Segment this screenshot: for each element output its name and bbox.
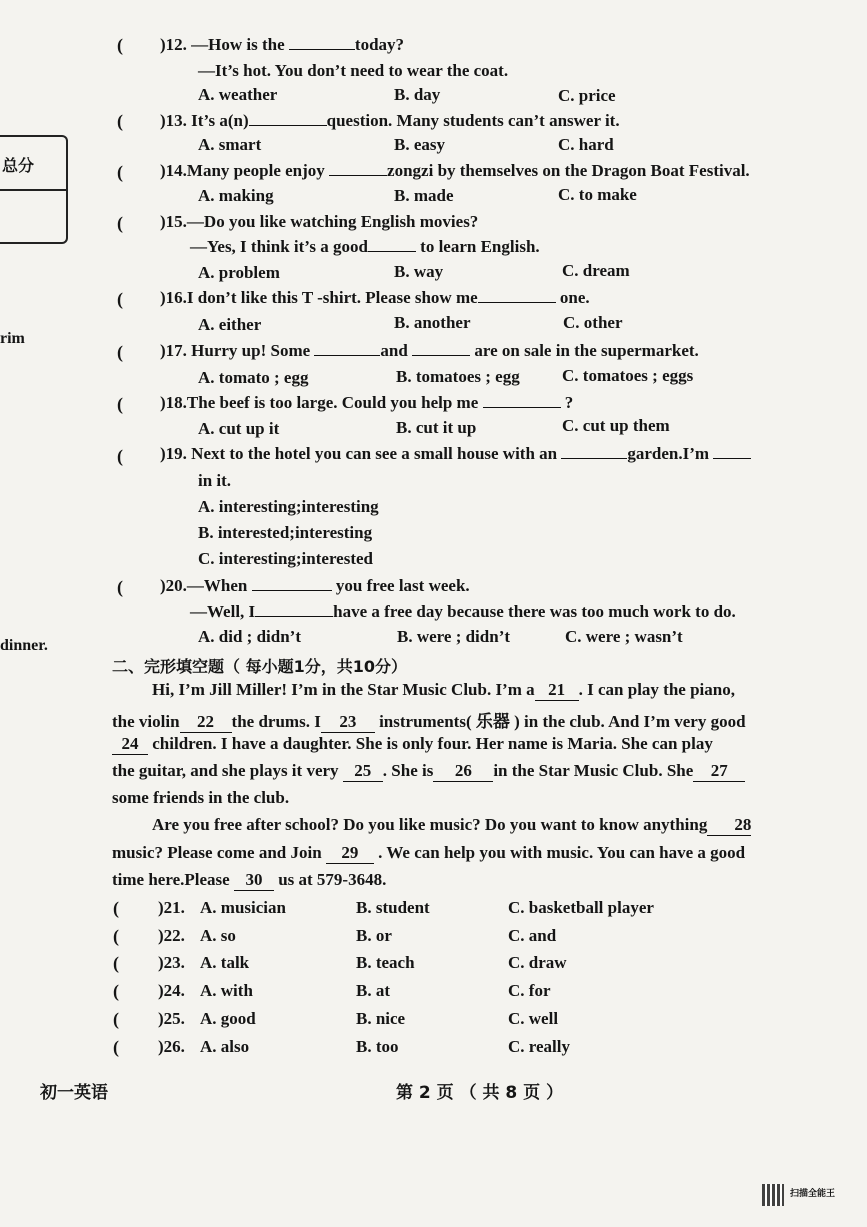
option-b: B. way bbox=[394, 262, 444, 281]
question-13: )13. It’s a(n) question. Many students can’t answer it. bbox=[160, 111, 620, 130]
answer-paren[interactable]: ( bbox=[117, 289, 123, 309]
blank-30: 30 bbox=[234, 870, 274, 891]
option-b: B. student bbox=[356, 898, 430, 917]
blank-27: 27 bbox=[693, 761, 745, 782]
option-a: A. did ; didn’t bbox=[198, 627, 301, 646]
question-14: )14.Many people enjoy zongzi by themselves on the Dragon Boat Festival. bbox=[160, 161, 750, 180]
cloze-question-number: )26. bbox=[158, 1037, 185, 1056]
option-c: C. other bbox=[563, 313, 623, 332]
footer-subject: 初一英语 bbox=[40, 1083, 108, 1103]
passage-line: some friends in the club. bbox=[112, 788, 290, 807]
option-a: A. so bbox=[200, 926, 236, 945]
blank-21: 21 bbox=[535, 680, 579, 701]
answer-paren[interactable]: ( bbox=[117, 394, 123, 414]
score-box bbox=[0, 135, 68, 244]
option-c: C. basketball player bbox=[508, 898, 654, 917]
option-b: B. were ; didn’t bbox=[397, 627, 511, 646]
option-a: A. musician bbox=[200, 898, 286, 917]
option-b: B. easy bbox=[394, 135, 445, 154]
passage-line: Are you free after school? Do you like music? Do you want to know anything 28 bbox=[152, 815, 752, 834]
question-20: )20.—When you free last week. bbox=[160, 576, 470, 595]
option-a: A. talk bbox=[200, 953, 250, 972]
answer-paren[interactable]: ( bbox=[117, 577, 123, 597]
answer-paren[interactable]: ( bbox=[113, 1037, 119, 1057]
question-15-line2: —Yes, I think it’s a good to learn English. bbox=[190, 237, 540, 256]
option-b: B. interested;interesting bbox=[198, 523, 373, 542]
passage-line: the guitar, and she plays it very 25 . She is 26 in the Star Music Club. She 27 bbox=[112, 761, 745, 782]
option-c: C. well bbox=[508, 1009, 559, 1028]
answer-paren[interactable]: ( bbox=[117, 342, 123, 362]
option-b: B. made bbox=[394, 186, 454, 205]
option-c: C. hard bbox=[558, 135, 614, 154]
option-a: A. tomato ; egg bbox=[198, 368, 309, 387]
answer-paren[interactable]: ( bbox=[113, 1009, 119, 1029]
cloze-question-number: )21. bbox=[158, 898, 185, 917]
margin-fragment: rim bbox=[0, 330, 25, 347]
option-a: A. also bbox=[200, 1037, 250, 1056]
option-c: C. dream bbox=[562, 261, 630, 280]
answer-paren[interactable]: ( bbox=[113, 926, 119, 946]
answer-paren[interactable]: ( bbox=[113, 898, 119, 918]
blank-24: 24 bbox=[112, 734, 148, 755]
option-c: C. to make bbox=[558, 185, 637, 204]
answer-paren[interactable]: ( bbox=[117, 111, 123, 131]
footer-page-number: 第 2 页 （ 共 8 页 ） bbox=[396, 1083, 564, 1103]
section-title: 二、完形填空题（ 每小题1分，共10分） bbox=[112, 657, 407, 676]
passage-line: Hi, I’m Jill Miller! I’m in the Star Music Club. I’m a 21 . I can play the piano, bbox=[152, 680, 735, 699]
option-a: A. making bbox=[198, 186, 274, 205]
question-16: )16.I don’t like this T -shirt. Please show me one. bbox=[160, 288, 590, 307]
answer-paren[interactable]: ( bbox=[113, 953, 119, 973]
blank-22: 22 bbox=[180, 712, 232, 733]
option-c: C. draw bbox=[508, 953, 567, 972]
question-12: )12. —How is the today? bbox=[160, 35, 405, 54]
option-b: B. another bbox=[394, 313, 471, 332]
blank-29: 29 bbox=[326, 843, 374, 864]
question-19-line2: in it. bbox=[198, 471, 232, 490]
option-a: A. either bbox=[198, 315, 262, 334]
option-b: B. nice bbox=[356, 1009, 406, 1028]
scanner-watermark: 扫描全能王 bbox=[790, 1189, 836, 1199]
cloze-question-number: )22. bbox=[158, 926, 185, 945]
answer-paren[interactable]: ( bbox=[117, 162, 123, 182]
option-b: B. at bbox=[356, 981, 390, 1000]
question-15: )15.—Do you like watching English movies? bbox=[160, 212, 479, 231]
option-c: C. really bbox=[508, 1037, 571, 1056]
option-b: B. teach bbox=[356, 953, 415, 972]
question-12-line2: —It’s hot. You don’t need to wear the coat. bbox=[198, 61, 509, 80]
cloze-question-number: )23. bbox=[158, 953, 185, 972]
question-18: )18.The beef is too large. Could you help me ? bbox=[160, 393, 574, 412]
cloze-question-number: )24. bbox=[158, 981, 185, 1000]
option-b: B. or bbox=[356, 926, 392, 945]
option-a: A. interesting;interesting bbox=[198, 497, 379, 516]
answer-paren[interactable]: ( bbox=[117, 446, 123, 466]
passage-line: the violin 22 the drums. I 23 instruments( 乐器 ) in the club. And I’m very good bbox=[112, 712, 746, 731]
question-17: )17. Hurry up! Some and are on sale in the supermarket. bbox=[160, 341, 699, 360]
option-c: C. and bbox=[508, 926, 557, 945]
option-c: C. for bbox=[508, 981, 551, 1000]
cloze-question-number: )25. bbox=[158, 1009, 185, 1028]
blank-23: 23 bbox=[321, 712, 375, 733]
answer-paren[interactable]: ( bbox=[117, 35, 123, 55]
answer-paren[interactable]: ( bbox=[117, 213, 123, 233]
option-c: C. price bbox=[558, 86, 616, 105]
option-b: B. cut it up bbox=[396, 418, 477, 437]
blank-26: 26 bbox=[433, 761, 493, 782]
passage-line: music? Please come and Join 29 . We can help you with music. You can have a good bbox=[112, 843, 746, 862]
option-b: B. day bbox=[394, 85, 441, 104]
option-a: A. problem bbox=[198, 263, 280, 282]
qr-code-icon bbox=[762, 1184, 784, 1206]
margin-fragment: dinner. bbox=[0, 637, 48, 654]
option-a: A. with bbox=[200, 981, 253, 1000]
option-c: C. interesting;interested bbox=[198, 549, 374, 568]
option-c: C. cut up them bbox=[562, 416, 670, 435]
passage-line: time here.Please 30 us at 579-3648. bbox=[112, 870, 387, 889]
blank-28: 28 bbox=[707, 815, 751, 836]
question-19: )19. Next to the hotel you can see a small house with an garden.I’m bbox=[160, 443, 751, 465]
blank-25: 25 bbox=[343, 761, 383, 782]
answer-paren[interactable]: ( bbox=[113, 981, 119, 1001]
score-label: 总分 bbox=[2, 156, 35, 175]
option-b: B. tomatoes ; egg bbox=[396, 367, 520, 386]
question-20-line2: —Well, I have a free day because there was too much work to do. bbox=[190, 602, 736, 621]
option-a: A. cut up it bbox=[198, 419, 280, 438]
option-a: A. smart bbox=[198, 135, 262, 154]
option-b: B. too bbox=[356, 1037, 399, 1056]
option-c: C. tomatoes ; eggs bbox=[562, 366, 694, 385]
option-a: A. weather bbox=[198, 85, 278, 104]
passage-line: 24 children. I have a daughter. She is only four. Her name is Maria. She can play bbox=[112, 734, 713, 755]
option-a: A. good bbox=[200, 1009, 256, 1028]
option-c: C. were ; wasn’t bbox=[565, 627, 683, 646]
